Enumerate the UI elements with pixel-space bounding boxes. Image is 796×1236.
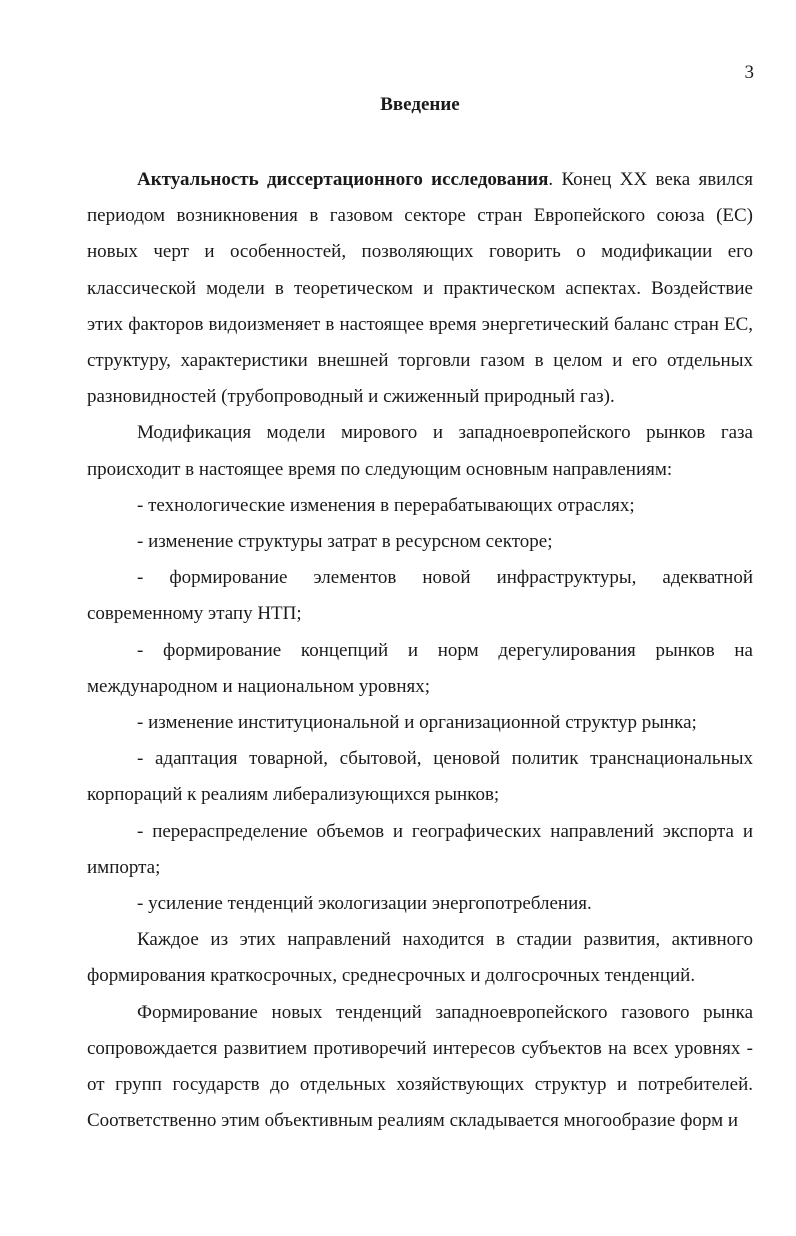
list-item-infrastructure: - формирование элементов новой инфраструктуры, адекватной современному этапу НТП; xyxy=(87,567,753,625)
list-item-cost-structure: - изменение структуры затрат в ресурсном секторе; xyxy=(137,531,553,553)
list-item-deregulation: - формирование концепций и норм дерегулирования рынков на международном и национальном уровнях; xyxy=(87,639,753,697)
relevance-lead: Актуальность диссертационного исследования xyxy=(137,169,549,190)
list-item-redistribution: - перераспределение объемов и географических направлений экспорта и импорта; xyxy=(87,820,753,878)
paragraph-relevance xyxy=(87,162,753,415)
paragraph-modification: Модификация модели мирового и западноевропейского рынков газа происходит в настоящее время по следующим основным направлениям: xyxy=(87,422,753,480)
page-number: 3 xyxy=(744,62,754,83)
document-body xyxy=(87,162,753,1139)
relevance-text: . Конец XX века явился периодом возникновения в газовом секторе стран Европейского союза (ЕС) новых черт и особенностей, позволяющих говорить о модификации его классической модели в теоретическом и практическом аспектах. Воздействие этих факторов видоизменяет в настоящее время энергетический баланс стран ЕС, структуру, характеристики внешней торговли газом в целом и его отдельных разновидностей (трубопроводный и сжиженный природный газ). xyxy=(87,169,753,408)
list-item-ecologization: - усиление тенденций экологизации энергопотребления. xyxy=(137,893,592,915)
section-heading: Введение xyxy=(380,94,460,115)
paragraph-new-trends: Формирование новых тенденций западноевропейского газового рынка сопровождается развитием противоречий интересов субъектов на всех уровнях - от групп государств до отдельных хозяйствующих структур и потребителей. Соответственно этим объективным реалиям складывается многообразие форм и xyxy=(87,1001,753,1132)
list-item-institutional: - изменение институциональной и организационной структур рынка; xyxy=(137,712,697,734)
list-item-adaptation: - адаптация товарной, сбытовой, ценовой политик транснациональных корпораций к реалиям либерализующихся рынков; xyxy=(87,748,753,806)
paragraph-development-stage: Каждое из этих направлений находится в стадии развития, активного формирования краткосрочных, среднесрочных и долгосрочных тенденций. xyxy=(87,929,753,987)
list-item-technology: - технологические изменения в перерабатывающих отраслях; xyxy=(137,494,635,516)
